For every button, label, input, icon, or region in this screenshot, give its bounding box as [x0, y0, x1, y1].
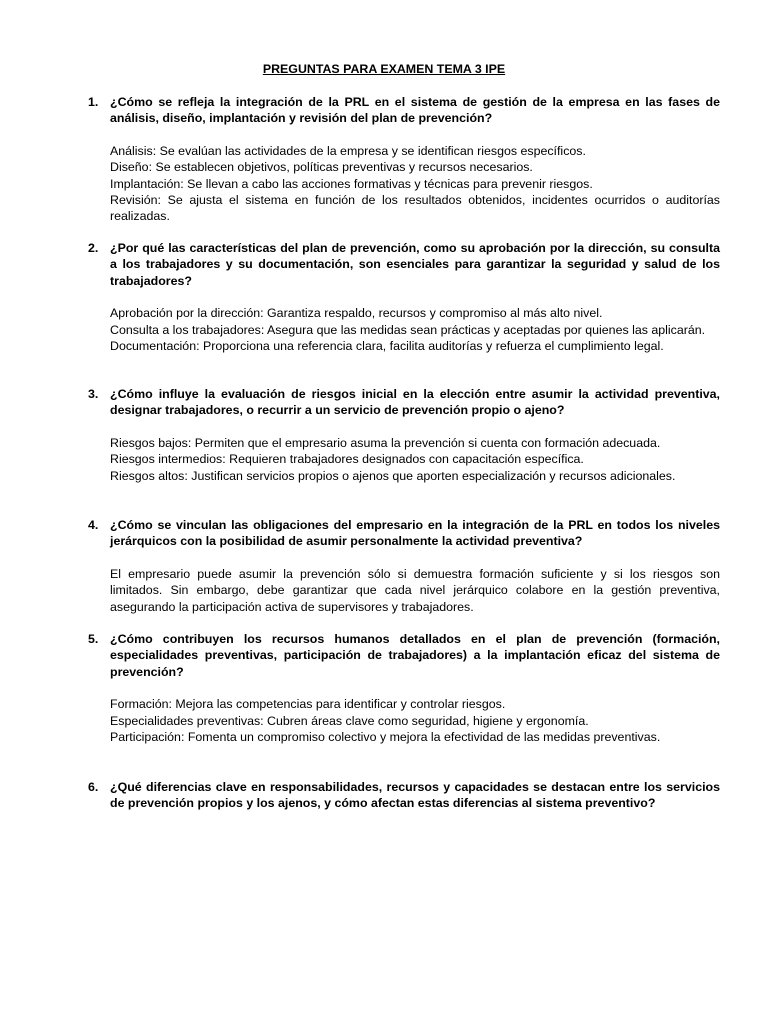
- question-5: [88, 631, 720, 745]
- answer-line: Riesgos altos: Justifican servicios propios o ajenos que aporten especialización y recursos adicionales.: [110, 468, 676, 483]
- question-number: 1.: [88, 95, 99, 109]
- question-text: ¿Cómo se vinculan las obligaciones del empresario en la integración de la PRL en todos los niveles jerárquicos con la posibilidad de asumir personalmente la actividad preventiva?: [110, 518, 720, 549]
- answer-line: Riesgos intermedios: Requieren trabajadores designados con capacitación específica.: [110, 452, 584, 467]
- answer-block: [110, 435, 720, 484]
- answer-line: Análisis: Se evalúan las actividades de la empresa y se identifican riesgos específicos.: [110, 143, 586, 158]
- answer-line: Revisión: Se ajusta el sistema en función de los resultados obtenidos, incidentes ocurridos o auditorías realizadas.: [110, 193, 720, 224]
- question-number: 2.: [88, 241, 99, 255]
- question-text: ¿Cómo influye la evaluación de riesgos inicial en la elección entre asumir la actividad preventiva, designar trabajadores, o recurrir a un servicio de prevención propio o ajeno?: [110, 387, 720, 418]
- answer-line: Documentación: Proporciona una referencia clara, facilita auditorías y refuerza el cumplimiento legal.: [110, 339, 664, 354]
- question-text: ¿Qué diferencias clave en responsabilidades, recursos y capacidades se destacan entre los servicios de prevención propios y los ajenos, y cómo afectan estas diferencias al sistema preventivo?: [110, 780, 720, 811]
- question-4: [88, 517, 720, 615]
- answer-block: [110, 696, 720, 745]
- question-2: [88, 240, 720, 354]
- answer-block: [110, 305, 720, 354]
- question-3: [88, 386, 720, 484]
- question-6: [88, 779, 720, 812]
- answer-line: Especialidades preventivas: Cubren áreas clave como seguridad, higiene y ergonomía.: [110, 713, 589, 728]
- question-number: 5.: [88, 632, 99, 646]
- answer-paragraph: El empresario puede asumir la prevención sólo si demuestra formación suficiente y si los riesgos son limitados. Sin embargo, debe garantizar que cada nivel jerárquico colabore en la gestión preventiva, asegurando la participación activa de supervisores y trabajadores.: [110, 566, 720, 614]
- question-1: [88, 94, 720, 225]
- question-number: 4.: [88, 518, 99, 532]
- question-text: ¿Por qué las características del plan de prevención, como su aprobación por la dirección, su consulta a los trabajadores y su documentación, son esenciales para garantizar la seguridad y salud de los trabajadores?: [110, 241, 720, 288]
- answer-line: Aprobación por la dirección: Garantiza respaldo, recursos y compromiso al más alto nivel.: [110, 306, 603, 321]
- answer-block: [110, 566, 720, 615]
- document-title: PREGUNTAS PARA EXAMEN TEMA 3 IPE: [262, 62, 506, 76]
- question-text: ¿Cómo contribuyen los recursos humanos detallados en el plan de prevención (formación, especialidades preventivas, participación de trabajadores) a la implantación eficaz del sistema de prevención?: [110, 632, 720, 679]
- question-number: 6.: [88, 780, 99, 794]
- answer-line: Consulta a los trabajadores: Asegura que las medidas sean prácticas y aceptadas por quienes las aplicarán.: [110, 322, 706, 337]
- answer-line: Participación: Fomenta un compromiso colectivo y mejora la efectividad de las medidas preventivas.: [110, 730, 661, 745]
- question-number: 3.: [88, 387, 99, 401]
- question-text: ¿Cómo se refleja la integración de la PRL en el sistema de gestión de la empresa en las fases de análisis, diseño, implantación y revisión del plan de prevención?: [110, 95, 720, 126]
- answer-block: [110, 143, 720, 225]
- answer-line: Riesgos bajos: Permiten que el empresario asuma la prevención si cuenta con formación adecuada.: [110, 435, 661, 450]
- answer-line: Implantación: Se llevan a cabo las acciones formativas y técnicas para prevenir riesgos.: [110, 176, 593, 191]
- answer-line: Diseño: Se establecen objetivos, políticas preventivas y recursos necesarios.: [110, 160, 533, 175]
- answer-line: Formación: Mejora las competencias para identificar y controlar riesgos.: [110, 697, 506, 712]
